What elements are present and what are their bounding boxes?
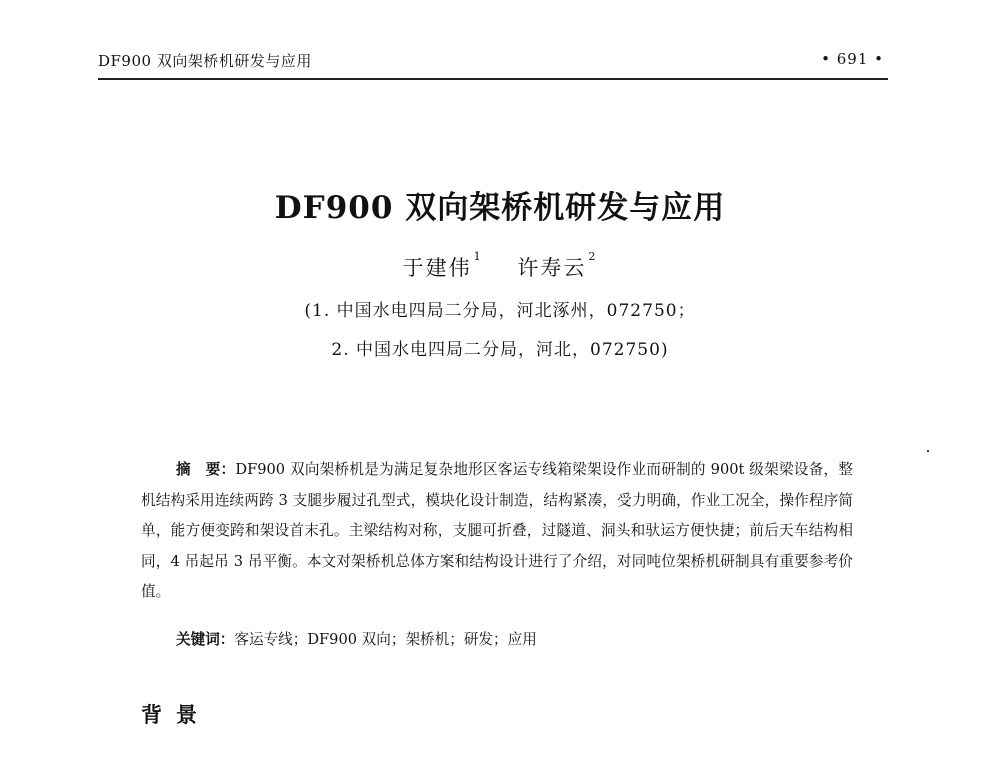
author [517, 250, 598, 280]
keywords-label: 关键词： [176, 631, 235, 648]
affiliation-line: (1. 中国水电四局二分局，河北涿州，072750； [304, 301, 696, 321]
section-heading: 背景 [141, 703, 211, 727]
author [402, 250, 483, 280]
author-name: 许寿云 [517, 256, 587, 280]
affiliation-mark: 1 [473, 250, 483, 263]
affiliation-mark: 2 [588, 250, 598, 263]
running-header [98, 44, 888, 80]
author-list [0, 252, 1000, 282]
paper-title: DF900 双向架桥机研发与应用 [274, 190, 726, 226]
keywords [176, 628, 537, 649]
affiliation-line: 2. 中国水电四局二分局，河北，072750) [331, 340, 669, 360]
author-name: 于建伟 [402, 256, 472, 280]
abstract [141, 455, 853, 608]
abstract-label: 摘 要： [176, 461, 236, 478]
page-number: • 691 • [821, 50, 884, 68]
scan-speck [927, 450, 929, 452]
keywords-text: 客运专线；DF900 双向；架桥机；研发；应用 [234, 631, 537, 648]
running-title: DF900 双向架桥机研发与应用 [98, 52, 312, 70]
abstract-text: DF900 双向架桥机是为满足复杂地形区客运专线箱梁架设作业而研制的 900t 级架梁设备，整机结构采用连续两跨 3 支腿步履过孔型式，模块化设计制造，结构紧凑，受力明确，作业工况全，操作程序简单，能方便变跨和架设首末孔。主梁结构对称，支腿可折叠，过隧道、洞头和驮运方便快捷；前后天车结构相同，4 吊起吊 3 吊平衡。本文对架桥机总体方案和结构设计进行了介绍，对同吨位架桥机研制具有重要参考价值。 [141, 461, 853, 600]
